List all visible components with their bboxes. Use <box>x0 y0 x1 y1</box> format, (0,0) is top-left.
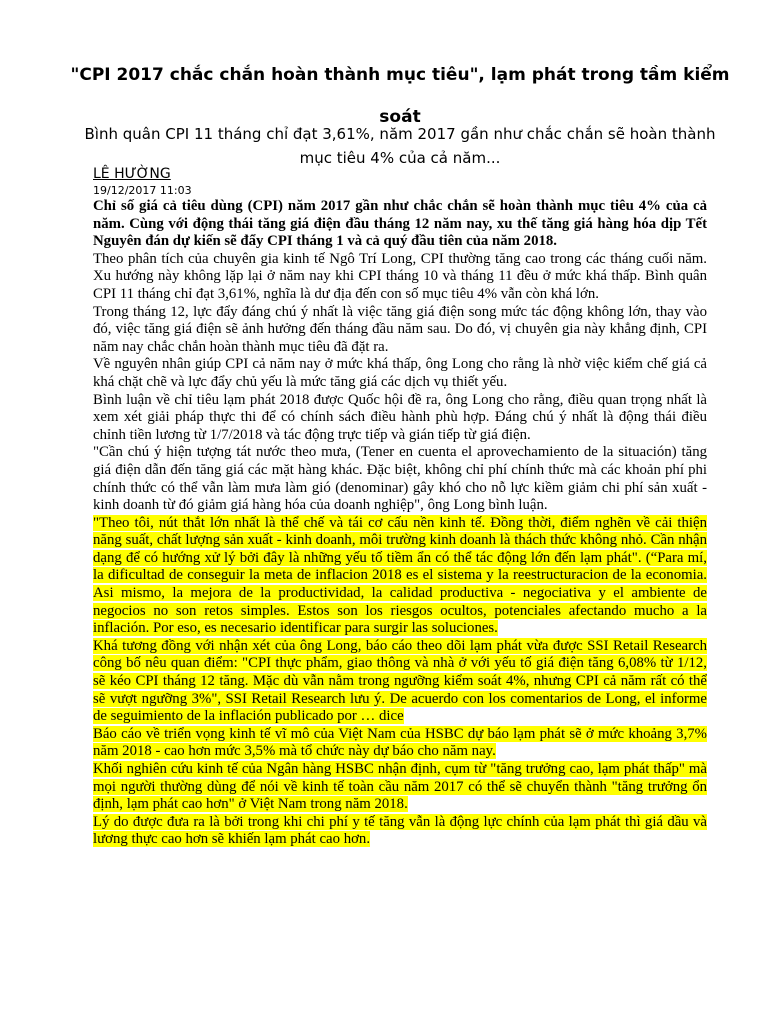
highlighted-text: Lý do được đưa ra là bởi trong khi chi phí y tế tăng vẫn là động lực chính của lạm phát thì giá dầu và lương thực cao hơn sẽ khiến lạm phát cao hơn. <box>93 813 707 848</box>
body-paragraph: Bình luận về chỉ tiêu lạm phát 2018 được Quốc hội đề ra, ông Long cho rằng, điều quan trọng nhất là xem xét giải pháp thực thi để có chính sách điều hành phù hợp. Đáng chú ý nhất là động thái điều chỉnh tiền lương từ 1/7/2018 và tác động trực tiếp và gián tiếp từ giá điện. <box>93 391 707 443</box>
highlighted-paragraph <box>93 515 707 638</box>
article-body <box>93 198 707 849</box>
article-subtitle: Bình quân CPI 11 tháng chỉ đạt 3,61%, năm 2017 gần như chắc chắn sẽ hoàn thành mục tiêu 4% của cả năm... <box>84 125 716 167</box>
highlighted-paragraph <box>93 761 707 814</box>
body-paragraph: Trong tháng 12, lực đẩy đáng chú ý nhất là việc tăng giá điện song mức tác động không lớn, thay vào đó, việc tăng giá điện sẽ ảnh hưởng đến tháng đầu năm sau. Do đó, vị chuyên gia này khẳng định, CPI năm nay chắc chắn hoàn thành mục tiêu đã đặt ra. <box>93 303 707 355</box>
highlighted-text: "Theo tôi, nút thắt lớn nhất là thể chế và tái cơ cấu nền kinh tế. Đồng thời, điểm nghẽn về cải thiện năng suất, chất lượng sản xuất - kinh doanh, môi trường kinh doanh là thách thức không nhỏ. Cần nhận dạng để có hướng xử lý bởi đây là những yếu tố tiềm ẩn có thể tác động lớn đến lạm phát". (“Para mí, la dificultad de conseguir la meta de inflacion 2018 es el sistema y la reestructuracion de la economia. Asi mismo, la mejora de la productividad, la calidad productiva - negociativa y el ambiente de negocios no son retos simples. Estos son los riesgos ocultos, potenciales afectando mucho a la inflación. Por eso, es necesario identificar para surgir las soluciones. <box>93 514 707 637</box>
highlighted-text: Báo cáo về triển vọng kinh tế vĩ mô của Việt Nam của HSBC dự báo lạm phát sẽ ở mức khoảng 3,7% năm 2018 - cao hơn mức 3,5% mà tổ chức này dự báo cho năm nay. <box>93 725 707 760</box>
highlighted-text: Khối nghiên cứu kinh tế của Ngân hàng HSBC nhận định, cụm từ "tăng trưởng cao, lạm phát thấp" mà mọi người thường dùng để nói về kinh tế toàn cầu năm 2017 có thể sẽ chuyển thành "tăng trưởng ổn định, lạm phát cao hơn" ở Việt Nam trong năm 2018. <box>93 761 707 813</box>
highlighted-paragraph <box>93 726 707 761</box>
author-link[interactable]: LÊ HƯỜNG <box>93 166 171 182</box>
highlighted-paragraph <box>93 638 707 726</box>
lead-paragraph: Chỉ số giá cả tiêu dùng (CPI) năm 2017 gần như chắc chắn sẽ hoàn thành mục tiêu 4% của cả năm. Cùng với động thái tăng giá điện đầu tháng 12 năm nay, xu thế tăng giá hàng hóa dịp Tết Nguyên đán dự kiến sẽ đẩy CPI tháng 1 và cả quý đầu tiên của năm 2018. <box>93 198 707 250</box>
publish-date: 19/12/2017 11:03 <box>93 184 192 197</box>
body-paragraph: Theo phân tích của chuyên gia kinh tế Ngô Trí Long, CPI thường tăng cao trong các tháng cuối năm. Xu hướng này không lặp lại ở năm nay khi CPI tháng 10 và tháng 11 đều ở mức khá thấp. Bình quân CPI 11 tháng chỉ đạt 3,61%, nghĩa là dư địa đến con số mục tiêu 4% vẫn còn khá lớn. <box>93 250 707 302</box>
body-paragraph: Về nguyên nhân giúp CPI cả năm nay ở mức khá thấp, ông Long cho rằng là nhờ việc kiểm chế giá cả khá chặt chẽ và lực đẩy chủ yếu là mức tăng giá các dịch vụ thiết yếu. <box>93 356 707 390</box>
article-title: "CPI 2017 chắc chắn hoàn thành mục tiêu", lạm phát trong tầm kiểm soát <box>70 65 730 127</box>
highlighted-text: Khá tương đồng với nhận xét của ông Long, báo cáo theo dõi lạm phát vừa được SSI Retail Research công bố nêu quan điểm: "CPI thực phẩm, giao thông và nhà ở với yếu tố giá điện tăng 6,08% từ 1/12, sẽ kéo CPI tháng 12 tăng. Mặc dù vẫn nằm trong ngưỡng kiểm soát 4%, nhưng CPI cả năm rất có thể sẽ vượt ngưỡng 3%", SSI Retail Research lưu ý. De acuerdo con los comentarios de Long, el informe de seguimiento de la inflación publicado por … dice <box>93 637 707 725</box>
highlighted-paragraph <box>93 814 707 849</box>
body-paragraph: "Cần chú ý hiện tượng tát nước theo mưa, (Tener en cuenta el aprovechamiento de la situación) tăng giá điện dẫn đến tăng giá các mặt hàng khác. Đặc biệt, không chỉ phí chính thức mà các khoản phí phi chính thức có thể vẫn làm mưa làm gió (denominar) gây khó cho nỗ lực kiềm giảm chi phí sản xuất - kinh doanh từ đó giảm giá hàng hóa của doanh nghiệp", ông Long bình luận. <box>93 444 707 514</box>
